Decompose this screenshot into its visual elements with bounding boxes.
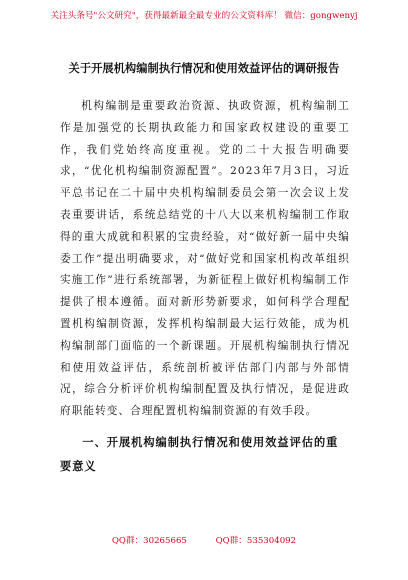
document-title: 关于开展机构编制执行情况和使用效益评估的调研报告 [68, 61, 340, 75]
footer-qq-group-2: QQ群：535304092 [215, 536, 297, 546]
header-banner: 关注头条号"公文研究"，获得最新最全最专业的公文资料库！ 微信：gongwenyj [50, 11, 358, 21]
section-heading: 一、开展机构编制执行情况和使用效益评估的重要意义 [60, 435, 339, 473]
footer-qq-group-1: QQ群：30265665 [111, 536, 187, 546]
body-paragraph: 机构编制是重要政治资源、执政资源，机构编制工作是加强党的长期执政能力和国家政权建设的重要工作，我们党始终高度重视。党的二十大报告明确要求，“优化机构编制资源配置”。2023年7月3日，习近平总书记在二十届中央机构编制委员会第一次会议上发表重要讲话，系统总结党的十八大以来机构编制工作取得的重大成就和积累的宝贵经验，对“做好新一届中央编委工作”提出明确要求，对“做好党和国家机构改革组织实施工作”进行系统部署，为新征程上做好机构编制工作提供了根本遵循。面对新形势新要求，如何科学合理配置机构编制资源，发挥机构编制最大运行效能，成为机构编制部门面临的一个新课题。开展机构编制执行情况和使用效益评估，系统剖析被评估部门内部与外部情况，综合分析评价机构编制配置及执行情况，是促进政府职能转变、合理配置机构编制资源的有效手段。 [60, 100, 350, 418]
footer [0, 534, 408, 546]
